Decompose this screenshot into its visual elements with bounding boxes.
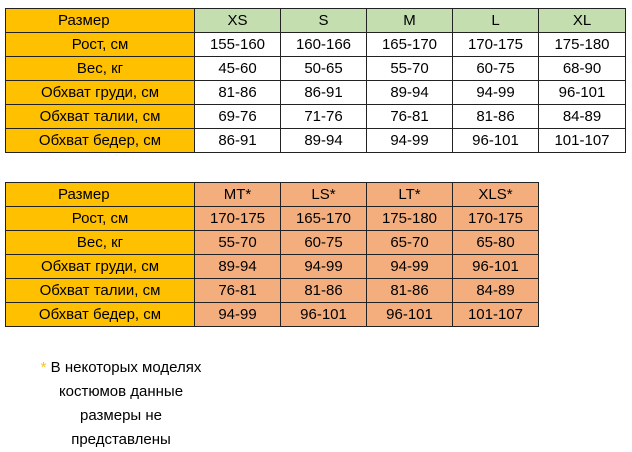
header-row: [6, 183, 539, 207]
table-row: [6, 279, 539, 303]
table-cell: 94-99: [281, 255, 367, 279]
table-cell: 84-89: [539, 105, 626, 129]
size-header: MT*: [195, 183, 281, 207]
table-cell: 45-60: [195, 57, 281, 81]
table-cell: 101-107: [453, 303, 539, 327]
table-cell: 76-81: [195, 279, 281, 303]
table-cell: 170-175: [453, 207, 539, 231]
table-cell: 68-90: [539, 57, 626, 81]
table-cell: 89-94: [367, 81, 453, 105]
size-table-extended-body: [6, 183, 539, 327]
row-label: Обхват бедер, см: [6, 129, 195, 153]
table-cell: 94-99: [367, 129, 453, 153]
size-table-standard-body: [6, 9, 626, 153]
table-row: [6, 255, 539, 279]
table-cell: 65-70: [367, 231, 453, 255]
row-label: Обхват груди, см: [6, 81, 195, 105]
table-cell: 175-180: [367, 207, 453, 231]
size-header: XS: [195, 9, 281, 33]
size-header: LT*: [367, 183, 453, 207]
table-cell: 71-76: [281, 105, 367, 129]
size-header: M: [367, 9, 453, 33]
table-cell: 81-86: [195, 81, 281, 105]
table-cell: 96-101: [539, 81, 626, 105]
table-cell: 94-99: [367, 255, 453, 279]
header-label: Размер: [6, 183, 195, 207]
row-label: Обхват груди, см: [6, 255, 195, 279]
table-cell: 94-99: [195, 303, 281, 327]
table-cell: 55-70: [367, 57, 453, 81]
table-cell: 89-94: [281, 129, 367, 153]
size-header: XLS*: [453, 183, 539, 207]
table-row: [6, 207, 539, 231]
table-cell: 86-91: [195, 129, 281, 153]
table-cell: 60-75: [453, 57, 539, 81]
table-cell: 165-170: [281, 207, 367, 231]
table-cell: 94-99: [453, 81, 539, 105]
table-cell: 155-160: [195, 33, 281, 57]
table-cell: 160-166: [281, 33, 367, 57]
table-row: [6, 81, 626, 105]
table-cell: 50-65: [281, 57, 367, 81]
table-cell: 165-170: [367, 33, 453, 57]
row-label: Обхват талии, см: [6, 279, 195, 303]
size-header: S: [281, 9, 367, 33]
footnote: [36, 356, 206, 452]
size-header: L: [453, 9, 539, 33]
table-cell: 170-175: [195, 207, 281, 231]
table-cell: 69-76: [195, 105, 281, 129]
footnote-text: В некоторых моделях костюмов данные размеры не представлены: [46, 359, 202, 448]
row-label: Вес, кг: [6, 231, 195, 255]
size-header: XL: [539, 9, 626, 33]
header-row: [6, 9, 626, 33]
table-cell: 170-175: [453, 33, 539, 57]
table-row: [6, 129, 626, 153]
table-cell: 175-180: [539, 33, 626, 57]
table-row: [6, 57, 626, 81]
table-row: [6, 231, 539, 255]
header-label: Размер: [6, 9, 195, 33]
table-cell: 101-107: [539, 129, 626, 153]
table-cell: 81-86: [367, 279, 453, 303]
row-label: Вес, кг: [6, 57, 195, 81]
table-cell: 96-101: [281, 303, 367, 327]
row-label: Обхват бедер, см: [6, 303, 195, 327]
row-label: Рост, см: [6, 33, 195, 57]
table-cell: 76-81: [367, 105, 453, 129]
table-cell: 86-91: [281, 81, 367, 105]
table-cell: 81-86: [281, 279, 367, 303]
size-table-standard: [5, 8, 626, 153]
footnote-star: *: [40, 359, 47, 376]
table-cell: 65-80: [453, 231, 539, 255]
row-label: Обхват талии, см: [6, 105, 195, 129]
row-label: Рост, см: [6, 207, 195, 231]
table-row: [6, 303, 539, 327]
table-cell: 55-70: [195, 231, 281, 255]
size-table-extended: [5, 182, 539, 327]
size-header: LS*: [281, 183, 367, 207]
table-cell: 81-86: [453, 105, 539, 129]
table-row: [6, 33, 626, 57]
table-cell: 96-101: [367, 303, 453, 327]
table-cell: 89-94: [195, 255, 281, 279]
table-cell: 96-101: [453, 255, 539, 279]
table-row: [6, 105, 626, 129]
table-cell: 60-75: [281, 231, 367, 255]
table-cell: 96-101: [453, 129, 539, 153]
table-cell: 84-89: [453, 279, 539, 303]
